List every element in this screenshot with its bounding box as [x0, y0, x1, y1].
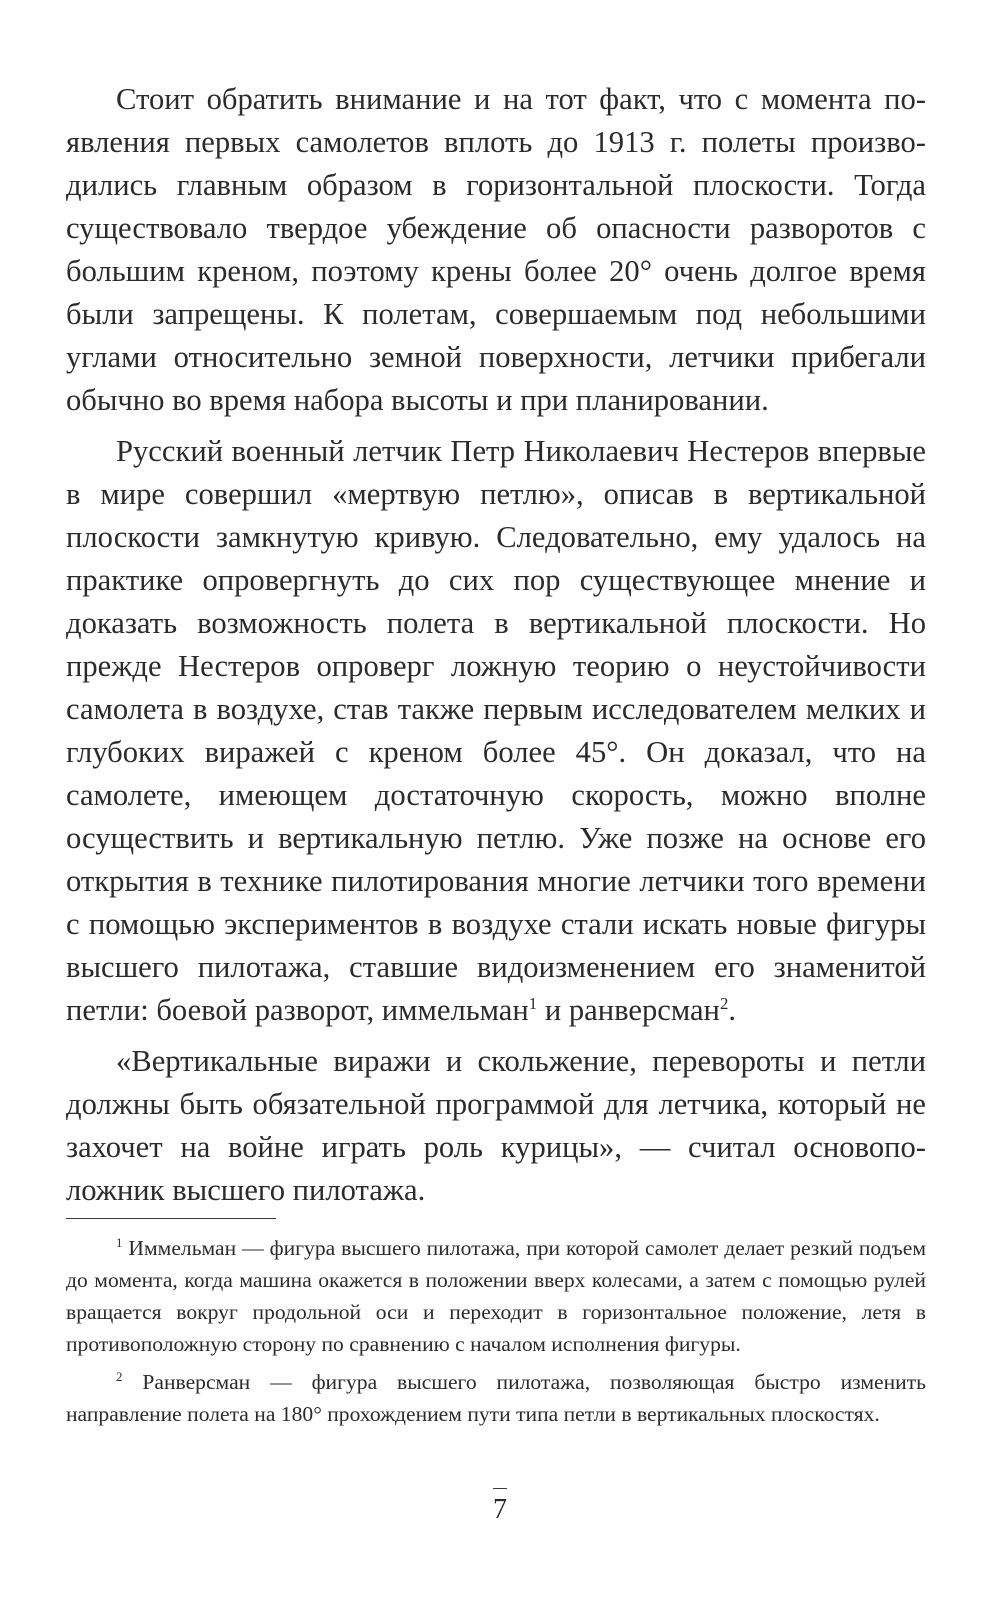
paragraph-3	[66, 1040, 926, 1212]
footnote-2-marker: 2	[116, 1368, 123, 1384]
paragraph-3-text: «Вертикальные виражи и скольжение, перевороты и петли должны быть обязательной программой для летчика, который не захочет на войне играть роль курицы», — считал основоположник высшего пилотажа.	[66, 1044, 926, 1207]
page-number-dash	[493, 1488, 507, 1489]
paragraph-2-mid: и ранверсман	[537, 993, 720, 1027]
footnote-1	[66, 1232, 926, 1360]
paragraph-1	[66, 78, 926, 422]
paragraph-2	[66, 430, 926, 1032]
footnote-separator	[66, 1218, 276, 1219]
footnote-1-text: Иммельман — фигура высшего пилотажа, при которой самолет делает резкий подъем до момента, когда машина окажется в положении вверх колесами, а затем с помощью рулей вращается вокруг продольной оси и переходит в горизонтальное положение, летя в противоположную сторону по сравнению с началом исполнения фигуры.	[66, 1236, 926, 1356]
paragraph-2-end: .	[728, 993, 737, 1027]
page-number	[0, 1488, 1000, 1527]
footnote-1-marker: 1	[116, 1234, 123, 1250]
footnotes	[66, 1232, 926, 1430]
paragraph-2-text: Русский военный летчик Петр Николаевич Нестеров впервые в мире совершил «мертвую петлю», описав в вертикальной плоскости замкнутую кривую. Следовательно, ему удалось на практике опровергнуть до сих пор существующее мнение и доказать возможность полета в вертикальной плоскости. Но прежде Нестеров опроверг ложную теорию о неустойчивости самолета в воздухе, став также первым исследователем мелких и глубоких виражей с креном более 45°. Он доказал, что на самолете, имеющем достаточную скорость, можно вполне осуществить и вертикальную петлю. Уже позже на основе его открытия в технике пилотирования многие летчики того времени с помощью экспериментов в воздухе стали искать новые фигуры высшего пилотажа, ставшие видоизменением его знаменитой петли: боевой разворот, иммельман	[66, 434, 926, 1027]
paragraph-1-text: Стоит обратить внимание и на тот факт, что с момента появления первых самолетов вплоть до 1913 г. полеты производились главным образом в горизонтальной плоскости. Тогда существовало твердое убеждение об опасности разворотов с большим креном, поэтому крены более 20° очень долгое время были запрещены. К полетам, совершаемым под небольшими углами относительно земной поверхности, летчики прибегали обычно во время набора высоты и при планировании.	[66, 82, 926, 417]
page-number-value: 7	[493, 1494, 507, 1525]
footnote-ref-2[interactable]: 2	[719, 993, 729, 1013]
footnote-2-text: Ранверсман — фигура высшего пилотажа, позволяющая быстро изменить направление полета на 180° прохождением пути типа петли в вертикальных плоскостях.	[66, 1370, 926, 1426]
footnote-ref-1[interactable]: 1	[528, 993, 538, 1013]
page-body	[66, 78, 926, 1212]
footnote-2	[66, 1366, 926, 1430]
